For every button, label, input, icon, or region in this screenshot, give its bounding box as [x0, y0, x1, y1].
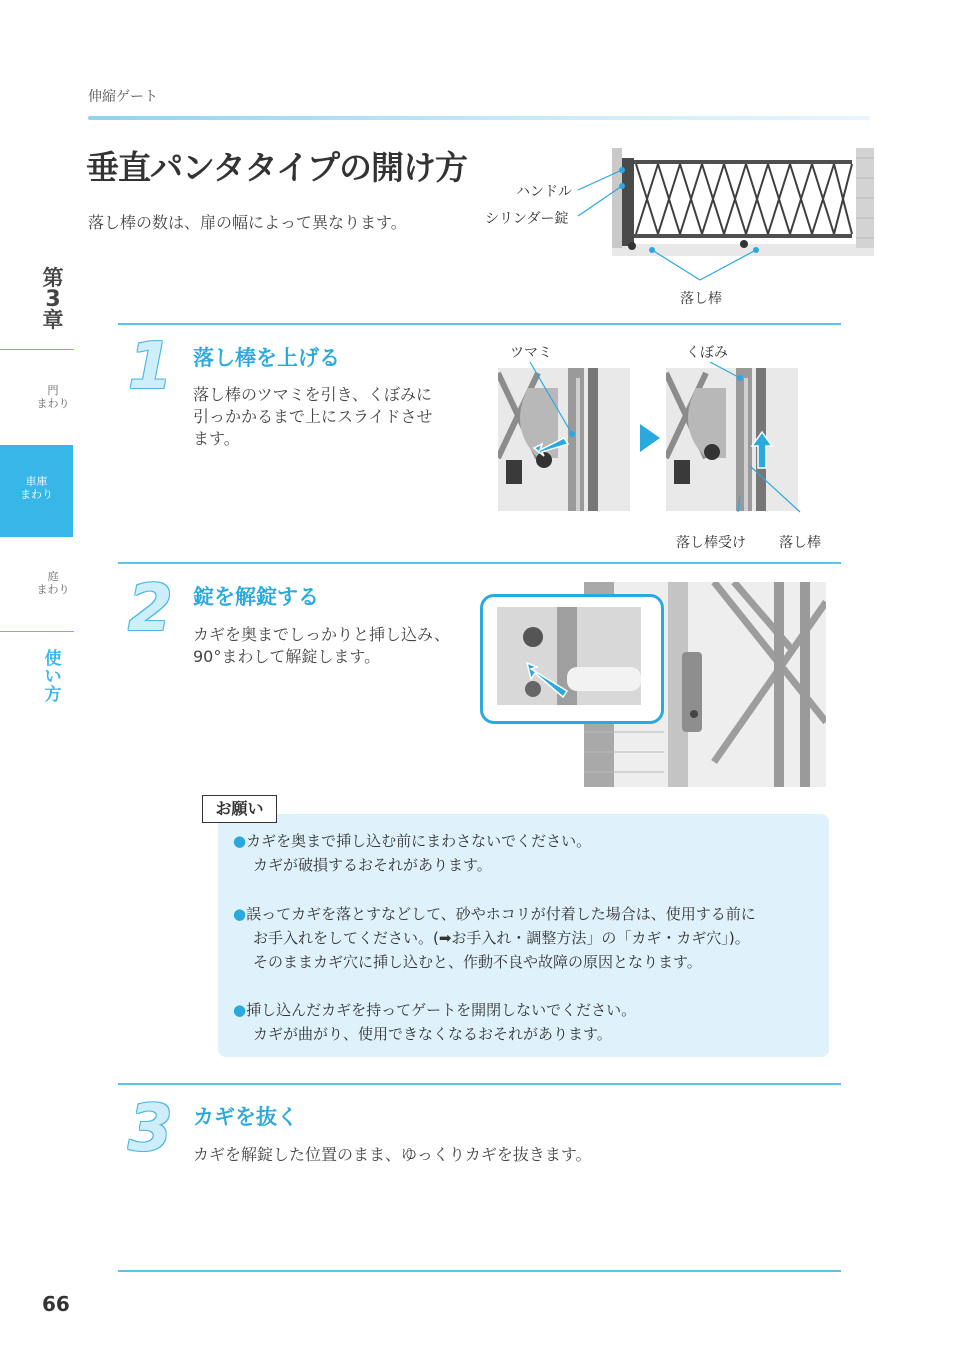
nav-divider	[0, 631, 74, 632]
hero-leader-lines	[560, 170, 800, 290]
caution-item-1: ●カギを奥まで挿し込む前にまわさないでください。 カギが破損するおそれがあります。	[233, 832, 592, 874]
section-label: 伸縮ゲート	[88, 89, 158, 105]
page-number: 66	[42, 1292, 70, 1316]
label-dropbar: 落し棒	[779, 535, 821, 551]
step3-divider	[118, 1083, 841, 1085]
caution-item-2: ●誤ってカギを落とすなどして、砂やホコリが付着した場合は、使用する前に お手入れをしてください。(➡お手入れ・調整方法」の「カギ・カギ穴」)。 そのままカギ穴に挿し込むと、作動不良や故障の原因となります。	[233, 905, 756, 971]
nav-divider	[0, 349, 74, 350]
label-handle: ハンドル	[516, 184, 572, 200]
step2-title: 錠を解錠する	[193, 585, 319, 609]
caution-tag: お願い	[202, 795, 277, 823]
sidebar-item-garage[interactable]: 車庫 まわり	[20, 475, 53, 501]
step1-number: 1	[128, 330, 173, 404]
label-dropbar-hero: 落し棒	[680, 291, 722, 307]
page-subtitle: 落し棒の数は、扉の幅によって異なります。	[88, 213, 407, 232]
page-title: 垂直パンタタイプの開け方	[86, 148, 468, 187]
step2-zoom-callout	[480, 594, 664, 724]
sidebar-item-usage[interactable]: 使 い 方	[44, 649, 62, 705]
sidebar-item-gate[interactable]: 門 まわり	[36, 384, 70, 410]
step1-leader-lines	[500, 356, 840, 536]
step2-divider	[118, 562, 841, 564]
label-cylinder-lock: シリンダー錠	[485, 211, 569, 227]
label-knob: ツマミ	[510, 345, 552, 361]
sidebar-item-garden[interactable]: 庭 まわり	[36, 570, 70, 596]
footer-divider	[118, 1270, 841, 1272]
step2-body: カギを奥までしっかりと挿し込み、 90°まわして解錠します。	[193, 625, 450, 666]
step3-title: カギを抜く	[193, 1105, 298, 1129]
step3-number: 3	[128, 1092, 173, 1166]
label-dropbar-receiver: 落し棒受け	[676, 535, 746, 551]
step1-body: 落し棒のツマミを引き、くぼみに 引っかかるまで上にスライドさせ ます。	[193, 385, 433, 448]
header-divider	[88, 116, 870, 120]
step3-body: カギを解錠した位置のまま、ゆっくりカギを抜きます。	[193, 1145, 592, 1164]
label-recess: くぼみ	[686, 345, 728, 361]
step1-title: 落し棒を上げる	[193, 346, 340, 370]
step1-divider	[118, 323, 841, 325]
step2-number: 2	[128, 572, 173, 646]
chapter-marker: 第 3 章	[42, 266, 64, 332]
caution-item-3: ●挿し込んだカギを持ってゲートを開閉しないでください。 カギが曲がり、使用できなくなるおそれがあります。	[233, 1001, 637, 1043]
